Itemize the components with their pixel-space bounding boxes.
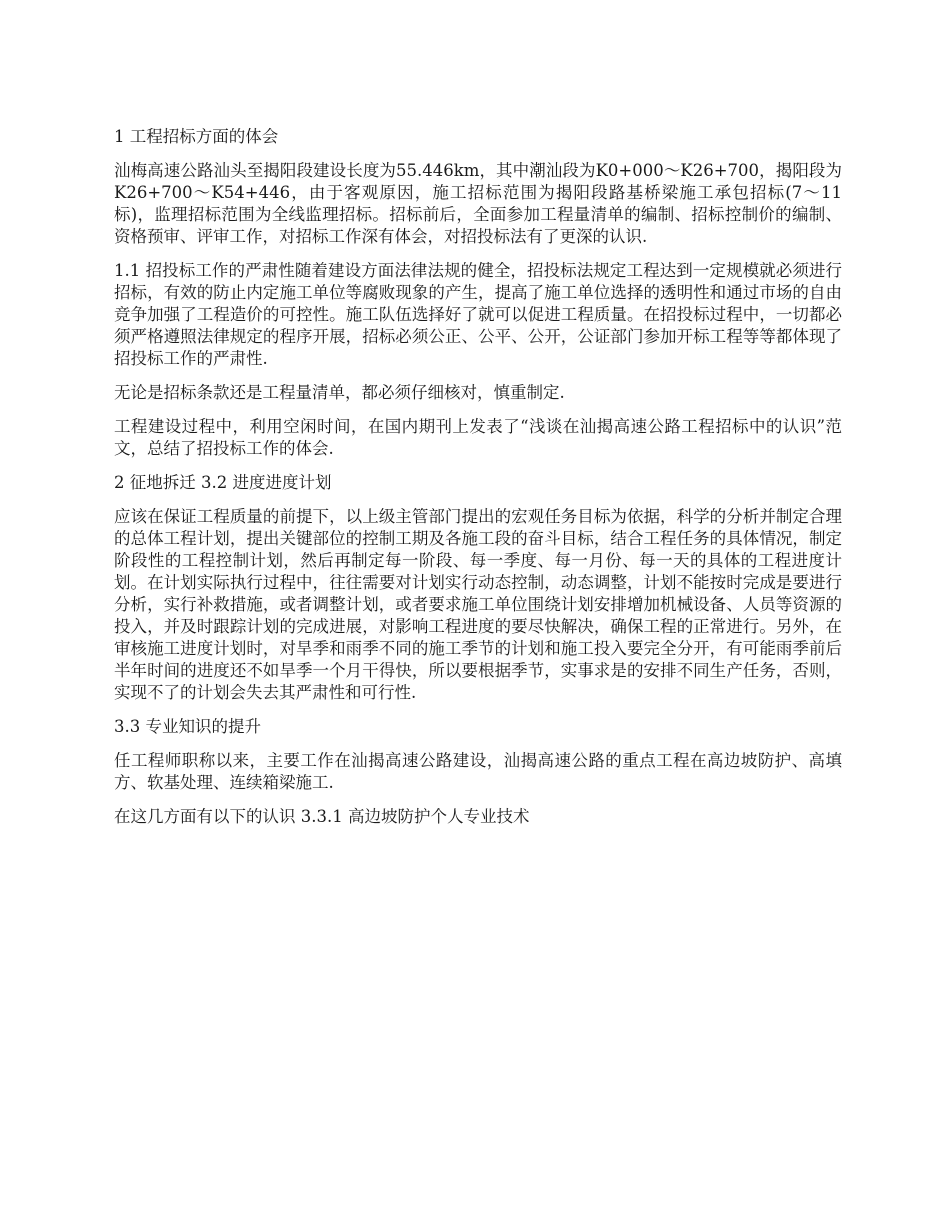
paragraph: 任工程师职称以来，主要工作在汕揭高速公路建设，汕揭高速公路的重点工程在高边坡防护、高填方、软基处理、连续箱梁施工.	[114, 751, 842, 792]
section-heading: 2 征地拆迁 3.2 进度进度计划	[114, 473, 332, 492]
section-heading: 3.3 专业知识的提升	[114, 717, 261, 736]
paragraph: 应该在保证工程质量的前提下，以上级主管部门提出的宏观任务目标为依据，科学的分析并制定合理的总体工程计划，提出关键部位的控制工期及各施工段的奋斗目标，结合工程任务的具体情况，制定阶段性的工程控制计划，然后再制定每一阶段、每一季度、每一月份、每一天的具体的工程进度计划。在计划实际执行过程中，往往需要对计划实行动态控制，动态调整，计划不能按时完成是要进行分析，实行补救措施，或者调整计划，或者要求施工单位围绕计划安排增加机械设备、人员等资源的投入，并及时跟踪计划的完成进展，对影响工程进度的要尽快解决，确保工程的正常进行。另外，在审核施工进度计划时，对旱季和雨季不同的施工季节的计划和施工投入要完全分开，有可能雨季前后半年时间的进度还不如旱季一个月干得快，所以要根据季节，实事求是的安排不同生产任务，否则，实现不了的计划会失去其严肃性和可行性.	[114, 507, 842, 702]
paragraph: 1.1 招投标工作的严肃性随着建设方面法律法规的健全，招投标法规定工程达到一定规模就必须进行招标，有效的防止内定施工单位等腐败现象的产生，提高了施工单位选择的透明性和通过市场的自由竞争加强了工程造价的可控性。施工队伍选择好了就可以促进工程质量。在招投标过程中，一切都必须严格遵照法律规定的程序开展，招标必须公正、公平、公开，公证部门参加开标工程等等都体现了招投标工作的严肃性.	[114, 261, 842, 368]
section-heading: 1 工程招标方面的体会	[114, 127, 279, 146]
paragraph: 工程建设过程中，利用空闲时间，在国内期刊上发表了“浅谈在汕揭高速公路工程招标中的认识”范文，总结了招投标工作的体会.	[114, 417, 842, 458]
paragraph: 在这几方面有以下的认识 3.3.1 高边坡防护个人专业技术	[114, 807, 530, 826]
paragraph: 汕梅高速公路汕头至揭阳段建设长度为55.446km，其中潮汕段为K0+000～K26+700，揭阳段为K26+700～K54+446，由于客观原因，施工招标范围为揭阳段路基桥梁施工承包招标(7～11标)，监理招标范围为全线监理招标。招标前后，全面参加工程量清单的编制、招标控制价的编制、资格预审、评审工作，对招标工作深有体会，对招投标法有了更深的认识.	[114, 161, 842, 246]
document-body	[114, 126, 842, 840]
paragraph: 无论是招标条款还是工程量清单，都必须仔细核对，慎重制定.	[114, 383, 565, 402]
